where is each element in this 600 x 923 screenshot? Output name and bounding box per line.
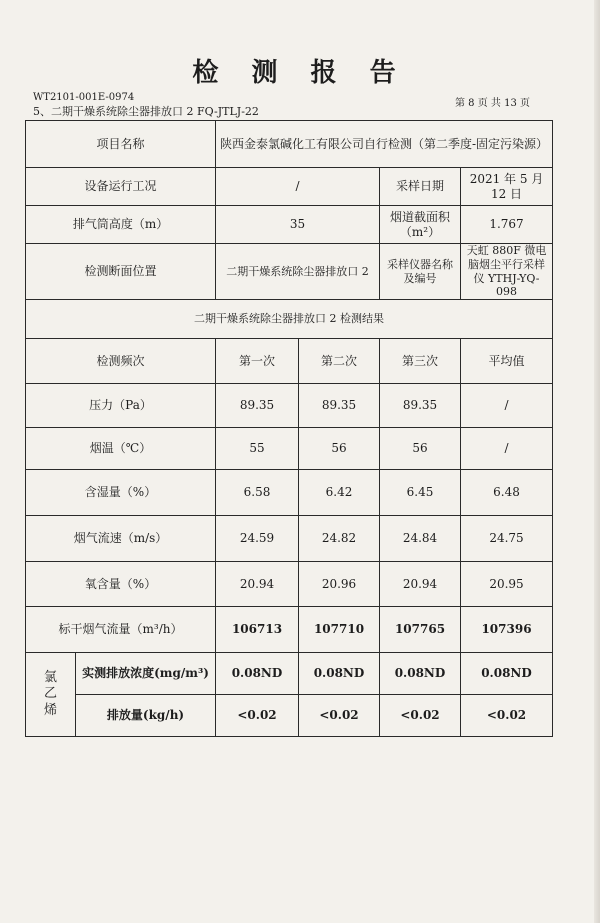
- table-row: [26, 470, 553, 516]
- row-label: 氧含量（%）: [26, 562, 216, 607]
- table-row: [26, 607, 553, 653]
- row-label: 烟气流速（m/s）: [26, 516, 216, 562]
- row-label: 标干烟气流量（m³/h）: [26, 607, 216, 653]
- table-row: [26, 562, 553, 607]
- section-row: [26, 244, 553, 300]
- table-row: [26, 516, 553, 562]
- equip-row: [26, 168, 553, 206]
- cell-value: 106713: [216, 607, 299, 653]
- cell-value: <0.02: [299, 695, 380, 737]
- cell-value: 20.96: [299, 562, 380, 607]
- section-title: 5、二期干燥系统除尘器排放口 2 FQ-JTLJ-22: [33, 105, 259, 118]
- instrument-value: 天虹 880F 微电脑烟尘平行采样仪 YTHJ-YQ-098: [461, 244, 553, 300]
- section-value: 二期干燥系统除尘器排放口 2: [216, 244, 380, 300]
- cell-value: 55: [216, 428, 299, 470]
- cell-value: 6.45: [380, 470, 461, 516]
- cell-value: /: [461, 428, 553, 470]
- header-second: 第二次: [299, 339, 380, 384]
- cell-value: 24.59: [216, 516, 299, 562]
- area-value: 1.767: [461, 206, 553, 244]
- date-label: 采样日期: [380, 168, 461, 206]
- cell-value: 20.94: [380, 562, 461, 607]
- date-value: 2021 年 5 月 12 日: [461, 168, 553, 206]
- stack-label: 排气筒高度（m）: [26, 206, 216, 244]
- table-row: [26, 384, 553, 428]
- pollutant-row: [26, 695, 553, 737]
- cell-value: 0.08ND: [216, 653, 299, 695]
- cell-value: <0.02: [461, 695, 553, 737]
- header-average: 平均值: [461, 339, 553, 384]
- scan-edge: [594, 0, 600, 923]
- equip-label: 设备运行工况: [26, 168, 216, 206]
- cell-value: 24.84: [380, 516, 461, 562]
- pollutant-name-text: 氯 乙 烯: [43, 670, 57, 718]
- cell-value: 89.35: [380, 384, 461, 428]
- header-frequency: 检测频次: [26, 339, 216, 384]
- cell-value: 0.08ND: [380, 653, 461, 695]
- cell-value: <0.02: [216, 695, 299, 737]
- project-value: 陕西金泰氯碱化工有限公司自行检测（第二季度-固定污染源）: [216, 121, 553, 168]
- results-caption: 二期干燥系统除尘器排放口 2 检测结果: [26, 300, 553, 339]
- cell-value: 20.95: [461, 562, 553, 607]
- row-label: 烟温（℃）: [26, 428, 216, 470]
- cell-value: 20.94: [216, 562, 299, 607]
- cell-value: /: [461, 384, 553, 428]
- stack-row: [26, 206, 553, 244]
- cell-value: 107765: [380, 607, 461, 653]
- cell-value: 107710: [299, 607, 380, 653]
- cell-value: 0.08ND: [299, 653, 380, 695]
- table-row: [26, 428, 553, 470]
- instrument-label: 采样仪器名称及编号: [380, 244, 461, 300]
- stack-value: 35: [216, 206, 380, 244]
- row-label: 排放量(kg/h): [76, 695, 216, 737]
- results-header-row: [26, 339, 553, 384]
- cell-value: 6.58: [216, 470, 299, 516]
- equip-value: /: [216, 168, 380, 206]
- cell-value: 56: [380, 428, 461, 470]
- cell-value: 89.35: [216, 384, 299, 428]
- project-row: [26, 121, 553, 168]
- section-label: 检测断面位置: [26, 244, 216, 300]
- project-label: 项目名称: [26, 121, 216, 168]
- cell-value: 89.35: [299, 384, 380, 428]
- cell-value: 0.08ND: [461, 653, 553, 695]
- row-label: 含湿量（%）: [26, 470, 216, 516]
- area-label: 烟道截面积（m²）: [380, 206, 461, 244]
- row-label: 实测排放浓度(mg/m³): [76, 653, 216, 695]
- report-title: 检 测 报 告: [192, 58, 408, 88]
- row-label: 压力（Pa）: [26, 384, 216, 428]
- document-number: WT2101-001E-0974: [33, 92, 135, 103]
- cell-value: 107396: [461, 607, 553, 653]
- cell-value: 6.42: [299, 470, 380, 516]
- cell-value: <0.02: [380, 695, 461, 737]
- report-table: [25, 120, 553, 737]
- header-third: 第三次: [380, 339, 461, 384]
- cell-value: 24.75: [461, 516, 553, 562]
- pollutant-name: [26, 653, 76, 737]
- results-caption-row: [26, 300, 553, 339]
- cell-value: 6.48: [461, 470, 553, 516]
- cell-value: 24.82: [299, 516, 380, 562]
- page-info: 第 8 页 共 13 页: [455, 98, 530, 109]
- cell-value: 56: [299, 428, 380, 470]
- pollutant-row: [26, 653, 553, 695]
- header-first: 第一次: [216, 339, 299, 384]
